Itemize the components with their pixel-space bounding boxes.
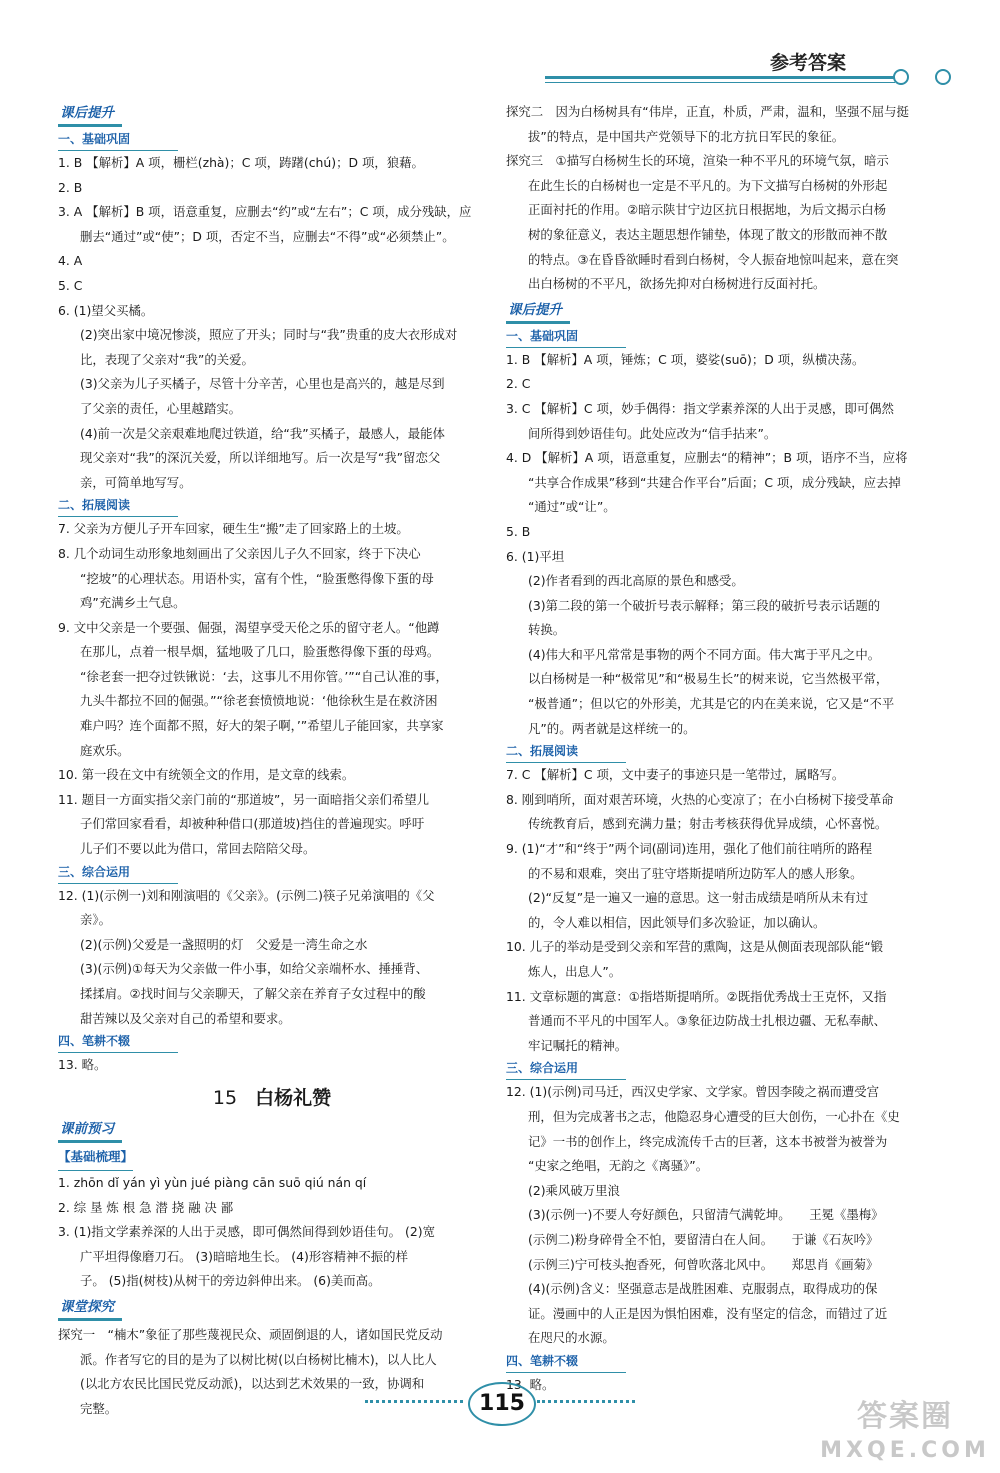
answer-line: 10. 第一段在文中有统领全文的作用，是文章的线索。 [58,767,355,783]
answer-line: 的不易和艰难，突出了驻守塔斯提哨所边防军人的感人形象。 [528,865,863,881]
answer-line: 删去“通过”或“使”；D 项，否定不当，应删去“不得”或“必须禁止”。 [80,228,455,244]
answer-line: 九头牛都拉不回的倔强。”“徐老套愤愤地说：‘他徐秋生是在救济困 [80,693,438,709]
answer-line: 10. 儿子的举动是受到父亲和军营的熏陶，这是从侧面表现部队能“锻 [506,939,884,955]
answer-line: 派。作者写它的目的是为了以树比树(以白杨树比楠木)，以人比人 [80,1351,437,1367]
watermark-text: 答案圈 [857,1399,953,1434]
answer-line: 拔”的特点，是中国共产党领导下的北方抗日军民的象征。 [528,128,845,144]
subsection-heading: 三、综合运用 [58,862,178,884]
answer-line: 了父亲的责任，心里越踏实。 [80,400,242,416]
answer-line: 现父亲对“我”的深沉关爱，所以详细地写。后一次是写“我”留恋父 [80,450,441,466]
answer-line: 13. 略。 [506,1376,555,1392]
subsection-heading: 三、综合运用 [506,1058,626,1080]
answer-line: 9. (1)“才”和“终于”两个词(副词)连用，强化了他们前往哨所的路程 [506,841,873,857]
answer-line: “挖坡”的心理状态。用语朴实，富有个性，“脸蛋憋得像下蛋的母 [80,570,434,586]
lesson-name: 白杨礼赞 [255,1086,332,1109]
answer-line: 在那儿，点着一根旱烟，猛地吸了几口，脸蛋憋得像下蛋的母鸡。 [80,644,440,660]
answer-line: 树的象征意义，表达主题思想作铺垫，体现了散文的形散而神不散 [528,226,888,242]
answer-line: 儿子们不要以此为借口，常回去陪陪父母。 [80,841,316,857]
answer-line: (4)伟大和平凡常常是事物的两个不同方面。伟大寓于平凡之中。 [528,646,881,662]
answer-line: 探究二 因为白杨树具有“伟岸，正直，朴质，严肃，温和，坚强不屈与挺 [506,104,909,119]
answer-line: 12. (1)(示例)司马迁，西汉史学家、文学家。曾因李陵之祸而遭受宫 [506,1084,880,1100]
answer-line: 炼人，出息人”。 [528,964,622,979]
header-rule [545,76,895,79]
answer-line: (示例二)粉身碎骨全不怕，要留清白在人间。 于谦《石灰吟》 [528,1231,879,1247]
answer-line: 刑，但为完成著书之志，他隐忍身心遭受的巨大创伤，一心扑在《史 [528,1108,900,1124]
answer-line: 完整。 [80,1400,118,1416]
answer-line: 正面衬托的作用。②暗示陕甘宁边区抗日根据地，为后文揭示白杨 [528,202,887,218]
answer-line: 庭欢乐。 [80,742,130,758]
answer-line: (4)(示例)含义：坚强意志是战胜困难、克服弱点，取得成功的保 [528,1281,878,1297]
answer-line: (2)突出家中境况惨淡，照应了开头；同时与“我”贵重的皮大衣形成对 [80,327,458,343]
answer-line: 8. 几个动词生动形象地刻画出了父亲因儿子久不回家，终于下决心 [58,545,421,561]
answer-line: 以白杨树是一种“极常见”和“极易生长”的树来说，它当然极平常， [528,671,889,687]
subsection-heading: 四、笔耕不辍 [506,1351,626,1373]
answer-line: 7. C 【解析】C 项，文中妻子的事迹只是一笔带过，属略写。 [506,767,845,783]
answer-line: “通过”或“让”。 [528,499,616,515]
answer-line: 转换。 [528,622,566,638]
answer-line: (3)(示例一)不要人夸好颜色，只留清气满乾坤。 王冕《墨梅》 [528,1207,884,1223]
answer-line: “共享合作成果”移到“共建合作平台”后面；C 项，成分残缺，应去掉 [528,474,901,490]
watermark-url: MXQE.COM [820,1438,990,1463]
subsection-heading: 一、基础巩固 [506,326,626,348]
answer-line: 4. A [58,253,83,269]
subsection-heading: 四、笔耕不辍 [58,1031,178,1053]
answer-line: 在咫尺的水源。 [528,1330,615,1346]
answer-line: 间所得到妙语佳句。此处应改为“信手拈来”。 [528,425,777,441]
answer-line: 2. C [506,376,531,392]
answer-line: 的特点。③在昏昏欲睡时看到白杨树，令人振奋地惊叫起来，意在突 [528,251,899,267]
answer-line: (3)父亲为儿子买橘子，尽管十分辛苦，心里也是高兴的，越是尽到 [80,376,445,392]
answer-line: 广平坦得像磨刀石。 (3)暗暗地生长。 (4)形容精神不振的样 [80,1248,408,1264]
page-header-title: 参考答案 [770,52,847,74]
answer-line: 探究一 “楠木”象征了那些蔑视民众、顽固倒退的人，诸如国民党反动 [58,1326,443,1342]
answer-line: 2. B [58,179,83,195]
answer-line: 11. 题目一方面实指父亲门前的“那道坡”，另一面暗指父亲们希望儿 [58,791,430,807]
answer-line: 揉揉肩。②找时间与父亲聊天，了解父亲在养育子女过程中的酸 [80,986,426,1001]
answer-line: 4. D 【解析】A 项，语意重复，应删去“的精神”；B 项，语序不当，应将 [506,450,908,466]
answer-line: 6. (1)望父买橘。 [58,302,154,318]
header-rule-thin [545,82,895,83]
answer-line: 子们常回家看看，却被种种借口(那道坡)挡住的普遍现实。呼吁 [80,816,425,832]
answer-line: (2)作者看到的西北高原的景色和感受。 [528,573,744,589]
answer-line: (4)前一次是父亲艰难地爬过铁道，给“我”买橘子，最感人，最能体 [80,425,445,441]
page-number: 115 [468,1382,536,1426]
answer-line: 9. 文中父亲是一个要强、倔强，渴望享受天伦之乐的留守老人。“他蹲 [58,619,440,635]
answer-line: 探究三 ①描写白杨树生长的环境，渲染一种不平凡的环境气氛，暗示 [506,153,889,169]
footer-dots-right [537,1400,635,1403]
answer-line: 比，表现了父亲对“我”的关爱。 [80,351,254,367]
subsection-heading: 二、拓展阅读 [58,495,178,517]
answer-line: (以北方农民比国民党反动派)，以达到艺术效果的一致，协调和 [80,1376,425,1392]
answer-line: 出白杨树的不平凡，欲扬先抑对白杨树进行反面衬托。 [528,276,826,292]
footer-dots-left [365,1400,463,1403]
answer-line: 5. B [506,523,531,539]
answer-line: (2)(示例)父爱是一盏照明的灯 父爱是一湾生命之水 [80,936,368,952]
answer-line: 记》一书的创作上，终完成流传千古的巨著，这本书被誉为被誉为 [528,1133,888,1149]
answer-line: 亲，可简单地写写。 [80,474,192,490]
answer-line: “极普通”；但以它的外形美，尤其是它的内在美来说，它又是“不平 [528,696,895,712]
answer-line: 牢记嘱托的精神。 [528,1037,628,1053]
section-tag: 课后提升 [506,299,570,324]
answer-line: 1. B 【解析】A 项，栅栏(zhà)；C 项，踌躇(chú)；D 项，狼藉。 [58,155,424,170]
answer-line: (示例三)宁可枝头抱香死，何曾吹落北风中。 郑思肖《画菊》 [528,1256,879,1272]
answer-line: 亲》。 [80,912,111,928]
answer-line: “徐老套一把夺过铁锹说：‘去，这事儿不用你管。’”“自己认准的事， [80,668,448,684]
answer-line: “史家之绝唱，无韵之《离骚》”。 [528,1158,709,1174]
answer-line: 证。漫画中的人正是因为惧怕困难，没有坚定的信念，而错过了近 [528,1305,888,1321]
subsection-heading: 一、基础巩固 [58,129,178,151]
answer-line: 7. 父亲为方便儿子开车回家，硬生生“搬”走了回家路上的土坡。 [58,521,409,537]
answer-line: 普通而不平凡的中国军人。③象征边防战士扎根边疆、无私奉献、 [528,1013,887,1029]
answer-line: 鸡”充满乡土气息。 [80,595,186,611]
answer-line: 3. C 【解析】C 项，妙手偶得：指文学素养深的人出于灵感，即可偶然 [506,400,894,416]
answer-line: 在此生长的白杨树也一定是不平凡的。为下文描写白杨树的外形起 [528,177,888,193]
answer-line: 6. (1)平坦 [506,548,565,564]
answer-line: 甜苦辣以及父亲对自己的希望和要求。 [80,1010,291,1026]
answer-line: (2)乘风破万里浪 [528,1182,620,1198]
answer-line: 2. 综 垦 炼 根 急 潜 挠 融 决 鄙 [58,1199,234,1215]
section-tag: 课后提升 [58,102,122,127]
answer-line: 1. zhōn dǐ yán yì yùn jué piàng cān suō qiú nán qí [58,1174,367,1190]
answer-line: 的，令人难以相信，因此领导们多次验证，加以确认。 [528,914,826,930]
answer-line: 难户吗？连个面都不照，好大的架子啊，’”希望儿子能回家，共享家 [80,718,444,734]
answer-line: 3. (1)指文学素养深的人出于灵感，即可偶然间得到妙语佳句。 (2)宽 [58,1224,435,1240]
header-circle-icon [935,69,951,85]
answer-line: 5. C [58,277,83,293]
lesson-number: 15 [212,1086,238,1109]
answer-line: 11. 文章标题的寓意：①指塔斯提哨所。②既指优秀战士王克怀，又指 [506,988,887,1004]
section-tag: 课前预习 [58,1118,122,1143]
watermark-logo [820,1400,990,1470]
answer-line: 13. 略。 [58,1057,107,1073]
subsection-heading: 【基础梳理】 [58,1145,133,1171]
answer-line: 凡”的。两者就是这样统一的。 [528,720,696,736]
answer-line: (3)第二段的第一个破折号表示解释；第三段的破折号表示话题的 [528,597,881,613]
answer-line: 8. 刚到哨所，面对艰苦环境，火热的心变凉了；在小白杨树下接受革命 [506,791,894,807]
right-column [506,100,942,1398]
answer-line: 3. A 【解析】B 项，语意重复，应删去“约”或“左右”；C 项，成分残缺，应 [58,204,472,220]
answer-line: (3)(示例)①每天为父亲做一件小事，如给父亲端杯水、捶捶背、 [80,961,429,977]
subsection-heading: 二、拓展阅读 [506,741,626,763]
answer-line: 1. B 【解析】A 项，锤炼；C 项，婆娑(suō)；D 项，纵横决荡。 [506,351,865,367]
lesson-title [58,1086,486,1111]
header-circle-icon [893,69,909,85]
answer-line: 子。 (5)指(树枝)从树干的旁边斜伸出来。 (6)美而高。 [80,1273,381,1289]
answer-line: 12. (1)(示例一)刘和刚演唱的《父亲》。(示例二)筷子兄弟演唱的《父 [58,887,435,903]
answer-line: 传统教育后，感到充满力量；射击考核获得优异成绩，心怀喜悦。 [528,816,888,832]
answer-line: (2)“反复”是一遍又一遍的意思。这一射击成绩是哨所从未有过 [528,890,869,906]
section-tag: 课堂探究 [58,1296,122,1321]
left-column [58,100,486,1421]
